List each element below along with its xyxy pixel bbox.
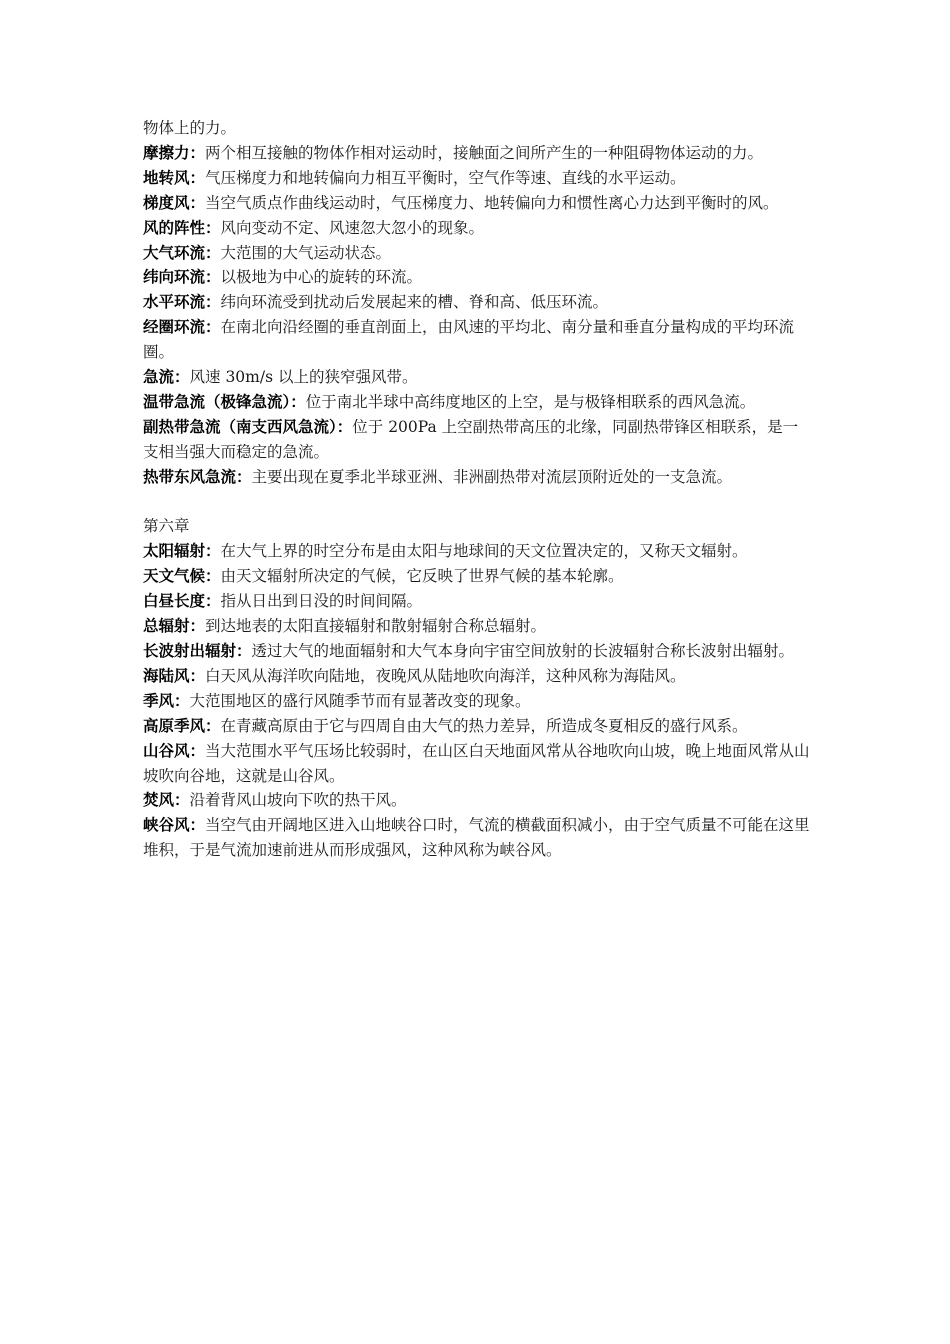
definition-text: 在青藏高原由于它与四周自由大气的热力差异，所造成冬夏相反的盛行风系。: [220, 716, 748, 735]
definition-term: 大气环流：: [143, 243, 221, 262]
definition-term: 总辐射：: [143, 617, 206, 636]
definition-text: 在南北向沿经圈的垂直剖面上，由风速的平均北、南分量和垂直分量构成的平均环流圈。: [143, 318, 795, 362]
definition-text: 以极地为中心的旋转的环流。: [220, 268, 423, 287]
definition-term: 风的阵性：: [143, 218, 221, 237]
definition-term: 季风：: [143, 691, 190, 710]
document-page: [143, 116, 813, 863]
definition-text: 两个相互接触的物体作相对运动时，接触面之间所产生的一种阻碍物体运动的力。: [205, 143, 764, 162]
definition-text: 白天风从海洋吹向陆地，夜晚风从陆地吹向海洋，这种风称为海陆风。: [205, 666, 686, 685]
definition-text: 位于 200Pa 上空副热带高压的北缘，同副热带锋区相联系，是一支相当强大而稳定的急流。: [143, 417, 799, 461]
definition-entry: [143, 664, 813, 689]
definition-text: 到达地表的太阳直接辐射和散射辐射合称总辐射。: [205, 617, 547, 636]
definition-text: 纬向环流受到扰动后发展起来的槽、脊和高、低压环流。: [220, 293, 609, 312]
definition-entry: [143, 714, 813, 739]
definition-term: 副热带急流（南支西风急流）：: [143, 417, 353, 436]
definition-text: 当大范围水平气压场比较弱时，在山区白天地面风常从谷地吹向山坡，晚上地面风常从山坡吹向谷地，这就是山谷风。: [143, 741, 810, 785]
definitions-section-1: [143, 141, 813, 490]
definition-term: 急流：: [143, 368, 190, 387]
definition-term: 焚风：: [143, 791, 190, 810]
definition-entry: [143, 141, 813, 166]
definition-term: 白昼长度：: [143, 592, 221, 611]
definition-text: 风速 30m/s 以上的狭窄强风带。: [189, 368, 418, 387]
definition-entry: [143, 813, 813, 863]
definition-term: 峡谷风：: [143, 816, 206, 835]
definition-entry: [143, 564, 813, 589]
definition-term: 经圈环流：: [143, 318, 221, 337]
definition-text: 由天文辐射所决定的气候，它反映了世界气候的基本轮廓。: [220, 567, 624, 586]
definition-entry: [143, 739, 813, 789]
definition-entry: [143, 265, 813, 290]
definition-term: 太阳辐射：: [143, 542, 221, 561]
definition-text: 大范围地区的盛行风随季节而有显著改变的现象。: [189, 691, 531, 710]
continuation-text: 物体上的力。: [143, 119, 237, 137]
definitions-section-2: [143, 539, 813, 863]
definition-term: 热带东风急流：: [143, 467, 252, 486]
definition-entry: [143, 415, 813, 465]
definition-entry: [143, 241, 813, 266]
definition-text: 在大气上界的时空分布是由太阳与地球间的天文位置决定的，又称天文辐射。: [220, 542, 748, 561]
definition-text: 气压梯度力和地转偏向力相互平衡时，空气作等速、直线的水平运动。: [205, 168, 686, 187]
definition-entry: [143, 639, 813, 664]
definition-entry: [143, 539, 813, 564]
definition-text: 大范围的大气运动状态。: [220, 243, 392, 262]
definition-text: 主要出现在夏季北半球亚洲、非洲副热带对流层顶附近处的一支急流。: [251, 467, 733, 486]
definition-text: 位于南北半球中高纬度地区的上空，是与极锋相联系的西风急流。: [305, 392, 756, 411]
definition-term: 天文气候：: [143, 567, 221, 586]
definition-entry: [143, 614, 813, 639]
definition-text: 当空气质点作曲线运动时，气压梯度力、地转偏向力和惯性离心力达到平衡时的风。: [205, 193, 779, 212]
definition-text: 指从日出到日没的时间间隔。: [220, 592, 423, 611]
definition-entry: [143, 365, 813, 390]
definition-entry: [143, 589, 813, 614]
definition-text: 沿着背风山坡向下吹的热干风。: [189, 791, 407, 810]
definition-entry: [143, 290, 813, 315]
chapter-heading: 第六章: [143, 517, 190, 536]
definition-text: 风向变动不定、风速忽大忽小的现象。: [220, 218, 485, 237]
definition-entry: [143, 689, 813, 714]
definition-entry: [143, 788, 813, 813]
definition-entry: [143, 166, 813, 191]
definition-term: 山谷风：: [143, 741, 206, 760]
definition-entry: [143, 216, 813, 241]
definition-term: 梯度风：: [143, 193, 206, 212]
definition-term: 长波射出辐射：: [143, 642, 252, 661]
definition-term: 海陆风：: [143, 666, 206, 685]
definition-term: 地转风：: [143, 168, 206, 187]
blank-line: [143, 490, 813, 515]
definition-entry: [143, 465, 813, 490]
definition-term: 纬向环流：: [143, 268, 221, 287]
definition-term: 高原季风：: [143, 716, 221, 735]
definition-term: 摩擦力：: [143, 143, 206, 162]
definition-text: 当空气由开阔地区进入山地峡谷口时，气流的横截面积减小，由于空气质量不可能在这里堆积，于是气流加速前进从而形成强风，这种风称为峡谷风。: [143, 816, 810, 860]
definition-entry: [143, 191, 813, 216]
definition-entry: [143, 390, 813, 415]
definition-entry: [143, 315, 813, 365]
definition-term: 温带急流（极锋急流）：: [143, 392, 306, 411]
definition-term: 水平环流：: [143, 293, 221, 312]
definition-text: 透过大气的地面辐射和大气本身向宇宙空间放射的长波辐射合称长波射出辐射。: [251, 642, 795, 661]
